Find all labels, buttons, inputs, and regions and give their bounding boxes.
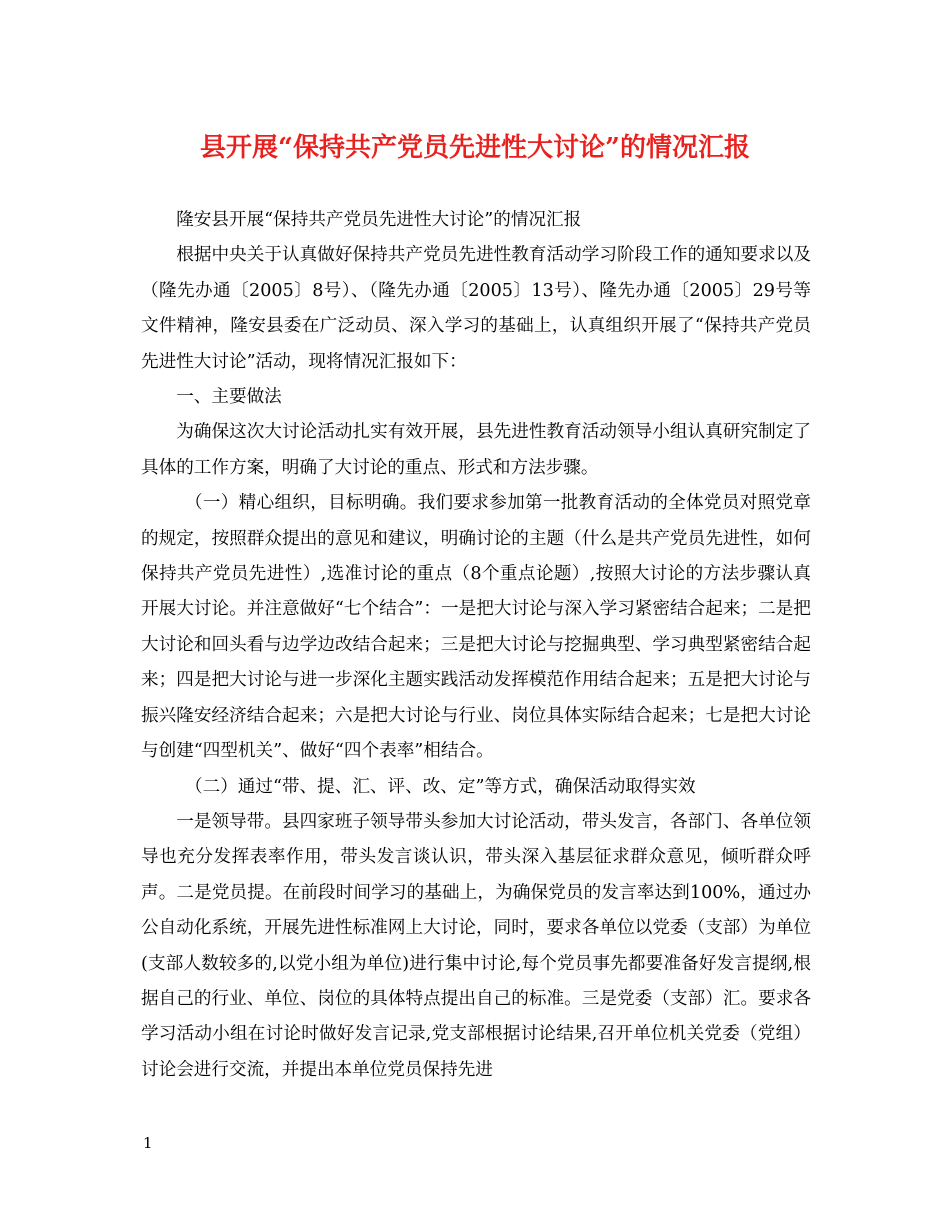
paragraph-organization: （一）精心组织，目标明确。我们要求参加第一批教育活动的全体党员对照党章的规定，按照群众提出的意见和建议，明确讨论的主题（什么是共产党员先进性，如何保持共产党员先进性）,选准讨论的重点（8个重点论题）,按照大讨论的方法步骤认真开展大讨论。并注意做好“七个结合”：一是把大讨论与深入学习紧密结合起来；二是把大讨论和回头看与边学边改结合起来；三是把大讨论与挖掘典型、学习典型紧密结合起来；四是把大讨论与进一步深化主题实践活动发挥模范作用结合起来；五是把大讨论与振兴隆安经济结合起来；六是把大讨论与行业、岗位具体实际结合起来；七是把大讨论与创建“四型机关”、做好“四个表率”相结合。 bbox=[141, 493, 811, 762]
document-body bbox=[141, 203, 811, 1088]
page-number: 1 bbox=[143, 1134, 153, 1152]
paragraph-subtitle: 隆安县开展“保持共产党员先进性大讨论”的情况汇报 bbox=[176, 210, 582, 230]
paragraph-intro: 根据中央关于认真做好保持共产党员先进性教育活动学习阶段工作的通知要求以及（隆先办通〔2005〕8号）、（隆先办通〔2005〕13号）、隆先办通〔2005〕29号等文件精神，隆安县委在广泛动员、深入学习的基础上，认真组织开展了“保持共产党员先进性大讨论”活动，现将情况汇报如下： bbox=[141, 245, 811, 372]
document-title: 县开展“保持共产党员先进性大讨论”的情况汇报 bbox=[200, 133, 750, 163]
paragraph-leadership: 一是领导带。县四家班子领导带头参加大讨论活动，带头发言，各部门、各单位领导也充分发挥表率作用，带头发言谈认识，带头深入基层征求群众意见，倾听群众呼声。二是党员提。在前段时间学习的基础上，为确保党员的发言率达到100%，通过办公自动化系统，开展先进性标准网上大讨论，同时，要求各单位以党委（支部）为单位(支部人数较多的,以党小组为单位)进行集中讨论,每个党员事先都要准备好发言提纲,根据自己的行业、单位、岗位的具体特点提出自己的标准。三是党委（支部）汇。要求各学习活动小组在讨论时做好发言记录,党支部根据讨论结果,召开单位机关党委（党组）讨论会进行交流，并提出本单位党员保持先进 bbox=[141, 811, 811, 1080]
subsection-heading-methods: （二）通过“带、提、汇、评、改、定”等方式，确保活动取得实效 bbox=[185, 776, 696, 797]
section-heading-main-methods: 一、主要做法 bbox=[176, 387, 282, 408]
paragraph-plan: 为确保这次大讨论活动扎实有效开展，县先进性教育活动领导小组认真研究制定了具体的工作方案，明确了大讨论的重点、形式和方法步骤。 bbox=[141, 422, 811, 478]
